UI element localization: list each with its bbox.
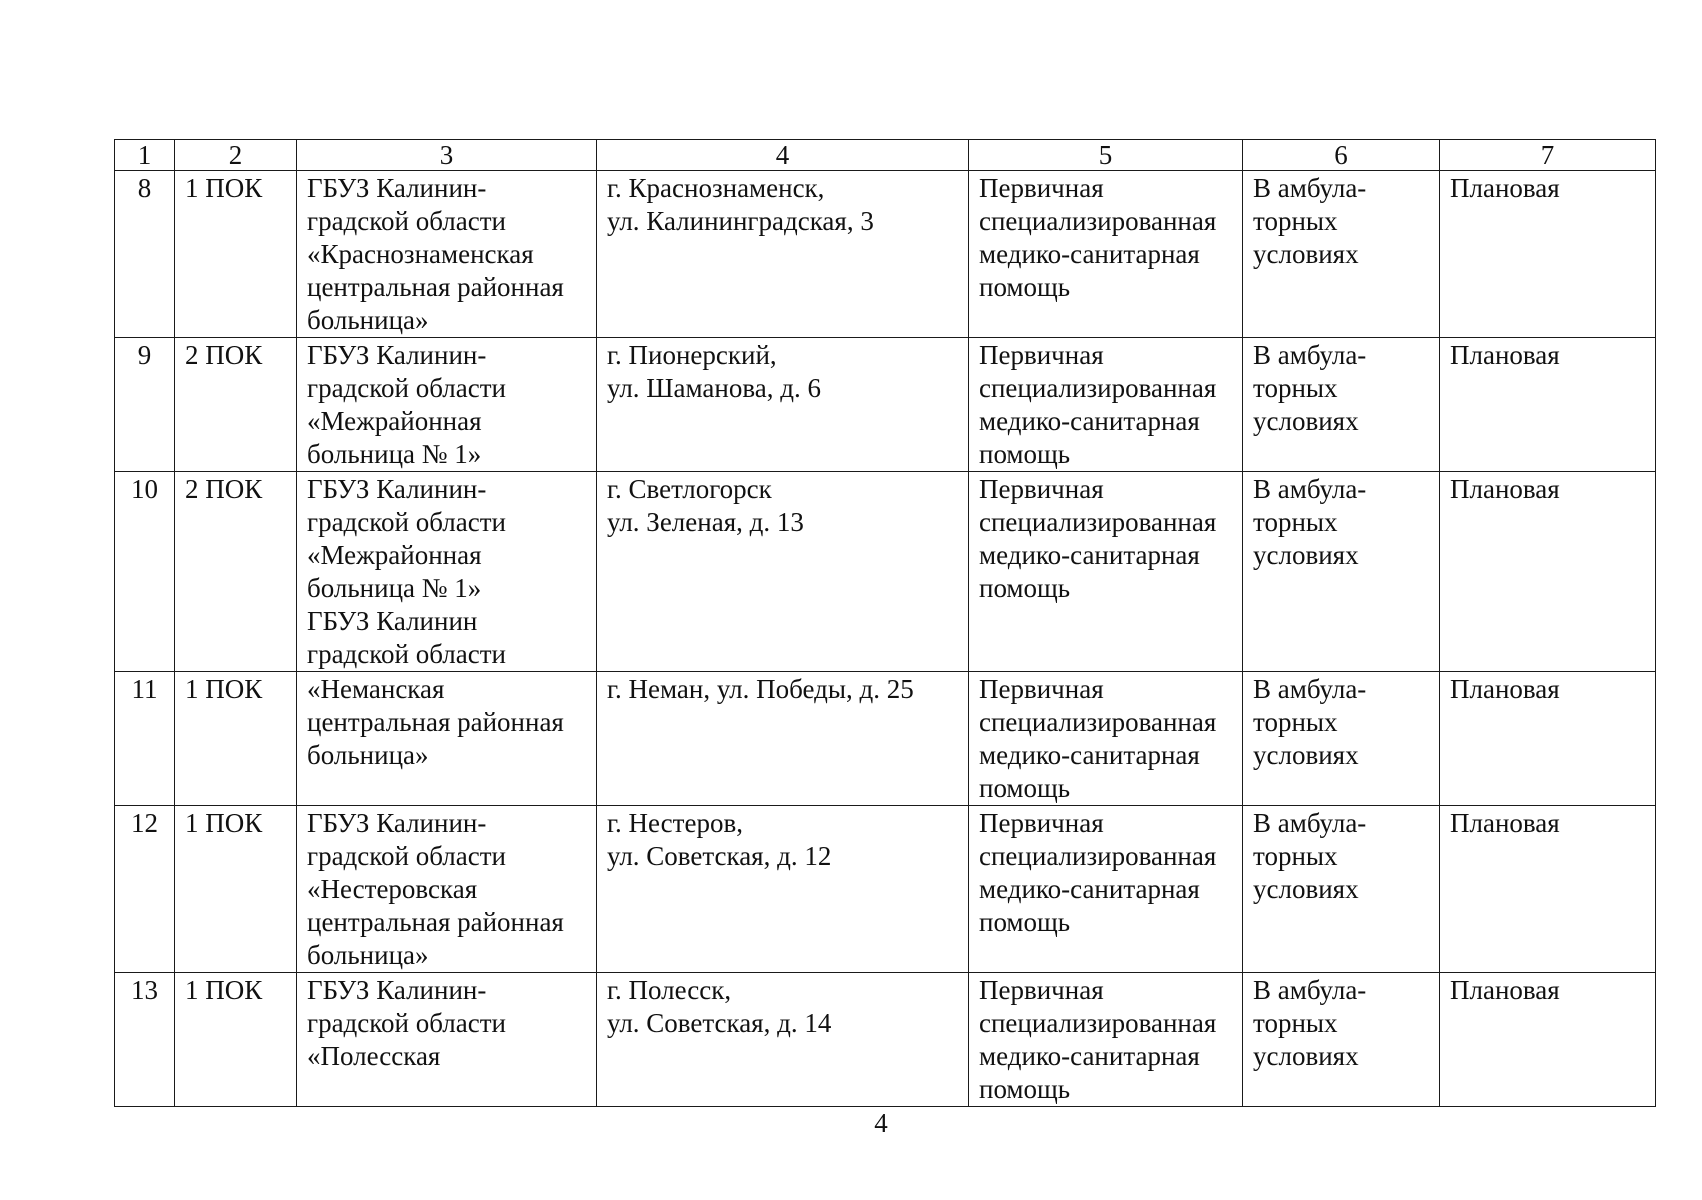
address: г. Светлогорск ул. Зеленая, д. 13: [597, 472, 969, 672]
column-header: 5: [969, 140, 1243, 171]
table-row: [115, 973, 1656, 1107]
care-level: 1 ПОК: [175, 672, 297, 806]
column-header: 3: [297, 140, 597, 171]
organization-name: ГБУЗ Калинин- градской области «Краснознаменская центральная районная больница»: [297, 171, 597, 338]
row-number: 13: [115, 973, 175, 1107]
row-number: 9: [115, 338, 175, 472]
care-type: Первичная специализированная медико-санитарная помощь: [969, 806, 1243, 973]
address: г. Пионерский, ул. Шаманова, д. 6: [597, 338, 969, 472]
column-header: 4: [597, 140, 969, 171]
care-form: Плановая: [1440, 472, 1656, 672]
address: г. Краснознаменск, ул. Калининградская, 3: [597, 171, 969, 338]
care-type: Первичная специализированная медико-санитарная помощь: [969, 472, 1243, 672]
table-row: [115, 672, 1656, 806]
table-row: [115, 171, 1656, 338]
organization-name: ГБУЗ Калинин- градской области «Межрайонная больница № 1» ГБУЗ Калинин градской области: [297, 472, 597, 672]
column-header: 6: [1243, 140, 1440, 171]
care-form: Плановая: [1440, 672, 1656, 806]
row-number: 8: [115, 171, 175, 338]
care-conditions: В амбула- торных условиях: [1243, 973, 1440, 1107]
table-row: [115, 472, 1656, 672]
care-level: 1 ПОК: [175, 171, 297, 338]
care-level: 2 ПОК: [175, 338, 297, 472]
care-form: Плановая: [1440, 806, 1656, 973]
column-header: 2: [175, 140, 297, 171]
care-level: 1 ПОК: [175, 973, 297, 1107]
table-row: [115, 806, 1656, 973]
table-row: [115, 338, 1656, 472]
care-level: 2 ПОК: [175, 472, 297, 672]
care-form: Плановая: [1440, 973, 1656, 1107]
care-conditions: В амбула- торных условиях: [1243, 338, 1440, 472]
row-number: 12: [115, 806, 175, 973]
care-conditions: В амбула- торных условиях: [1243, 672, 1440, 806]
address: г. Неман, ул. Победы, д. 25: [597, 672, 969, 806]
care-type: Первичная специализированная медико-санитарная помощь: [969, 973, 1243, 1107]
medical-organizations-table: [114, 139, 1656, 1107]
organization-name: ГБУЗ Калинин- градской области «Межрайонная больница № 1»: [297, 338, 597, 472]
column-header: 7: [1440, 140, 1656, 171]
care-level: 1 ПОК: [175, 806, 297, 973]
care-conditions: В амбула- торных условиях: [1243, 472, 1440, 672]
organization-name: ГБУЗ Калинин- градской области «Нестеровская центральная районная больница»: [297, 806, 597, 973]
organization-name: «Неманская центральная районная больница»: [297, 672, 597, 806]
care-type: Первичная специализированная медико-санитарная помощь: [969, 338, 1243, 472]
care-type: Первичная специализированная медико-санитарная помощь: [969, 171, 1243, 338]
care-form: Плановая: [1440, 338, 1656, 472]
care-form: Плановая: [1440, 171, 1656, 338]
row-number: 11: [115, 672, 175, 806]
column-number-row: [115, 140, 1656, 171]
page-number: 4: [874, 1108, 888, 1138]
row-number: 10: [115, 472, 175, 672]
care-conditions: В амбула- торных условиях: [1243, 171, 1440, 338]
address: г. Нестеров, ул. Советская, д. 12: [597, 806, 969, 973]
address: г. Полесск, ул. Советская, д. 14: [597, 973, 969, 1107]
organization-name: ГБУЗ Калинин- градской области «Полесская: [297, 973, 597, 1107]
care-conditions: В амбула- торных условиях: [1243, 806, 1440, 973]
column-header: 1: [115, 140, 175, 171]
care-type: Первичная специализированная медико-санитарная помощь: [969, 672, 1243, 806]
